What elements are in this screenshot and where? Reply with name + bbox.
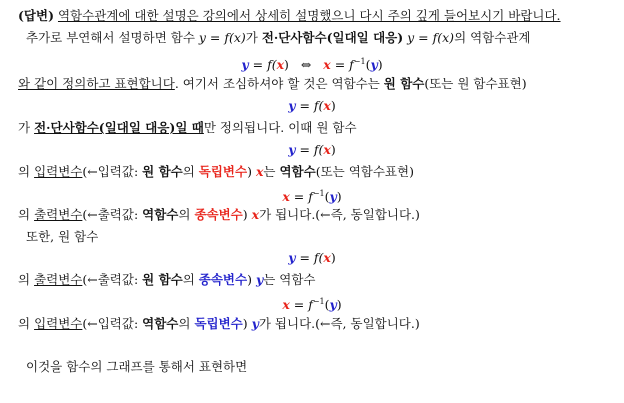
var-x: x [323,57,331,73]
var-y: y [241,57,249,73]
var-x: x [282,189,290,205]
var-y: y [329,297,337,313]
eq-text: ) [336,189,342,205]
paragraph-8 [18,271,316,289]
eq-text: = f [330,57,354,73]
red-term: 종속변수 [194,207,243,222]
var-x: x [323,98,331,113]
eq-text: = f( [248,57,277,73]
eq-text: = f( [295,98,324,113]
equation-original-function [0,249,624,267]
blue-term: 종속변수 [198,272,248,287]
var-y: y [288,98,296,113]
bold-term: 원 함수 [142,272,183,287]
text: 의 [18,272,35,287]
var-x: x [255,164,264,179]
text: (또는 역함수표현) [315,164,414,179]
paragraph-4 [18,119,357,137]
bold-term: 역함수 [279,164,316,179]
eq-text: ( [324,189,330,205]
var-x: x [323,250,331,265]
blue-term: 독립변수 [194,316,243,331]
bold-term: 원 함수 [142,164,183,179]
equation-inverse-relation [0,53,624,74]
text: 의 역함수관계 [454,30,531,45]
superscript: −1 [353,57,366,66]
eq-text: = f [289,189,313,205]
eq-text: ) [377,57,383,73]
text: 는 역함수 [263,272,316,287]
paragraph-6 [18,206,420,224]
var-y: y [288,250,296,265]
text: 의 [18,316,35,331]
answer-intro [18,7,561,25]
text: (또는 원 함수표현) [424,76,527,91]
formula: y = f(x) [198,30,246,45]
text: 만 정의됩니다. 이때 원 함수 [203,120,357,135]
var-y: y [255,272,264,287]
text: 또한, 원 함수 [26,229,99,244]
text: . 여기서 조심하셔야 할 것은 역함수는 [174,76,384,91]
iff-symbol: ⇔ [300,57,312,73]
text: 의 [178,207,195,222]
underlined-text: 입력변수 [34,164,83,179]
eq-text: = f( [295,142,324,157]
eq-text: = f( [295,250,324,265]
eq-text: ) [330,142,336,157]
superscript: −1 [312,297,325,306]
paragraph-5 [18,163,414,181]
text: (←입력값: [82,316,143,331]
text: (←입력값: [82,164,143,179]
text: 가 [18,120,35,135]
underlined-text: 출력변수 [34,207,83,222]
text: 의 [18,164,35,179]
equation-inverse-function [0,185,624,206]
eq-text: ) [284,57,289,73]
answer-text: 역함수관계에 대한 설명은 강의에서 상세히 설명했으니 다시 주의 깊게 들어보시기 바랍니다. [57,8,561,23]
var-y: y [251,316,259,331]
var-x: x [276,57,285,73]
underlined-text: 입력변수 [34,316,83,331]
paragraph-10 [26,358,247,376]
var-x: x [251,207,260,222]
text: 가 됩니다.(←즉, 동일합니다.) [258,316,420,331]
text: ) [242,316,252,331]
formula: y = f(x) [407,30,455,45]
equation-inverse-function [0,293,624,314]
var-x: x [282,297,290,313]
eq-text: ( [324,297,330,313]
text: 추가로 부연해서 설명하면 함수 [26,30,199,45]
text: 의 [18,207,35,222]
paragraph-7 [26,228,98,246]
text: 의 [182,272,199,287]
bold-term: 원 함수 [383,76,425,91]
bold-term: 역함수 [142,316,179,331]
text: 의 [182,164,199,179]
var-y: y [370,57,378,73]
text: 가 됩니다.(←즉, 동일합니다.) [259,207,420,222]
answer-label: (답변) [18,8,54,23]
var-x: x [323,142,331,157]
paragraph-3 [18,75,527,93]
text: ) [242,207,252,222]
text: 이것을 함수의 그래프를 통해서 표현하면 [26,359,248,374]
text: 가 [245,30,262,45]
text: ) [247,272,256,287]
eq-text: ) [330,98,336,113]
underlined-text: 와 같이 정의하고 표현합니다 [18,76,175,91]
bold-term: 역함수 [142,207,179,222]
equation-original-function [0,97,624,115]
text: 는 [263,164,280,179]
eq-text: = f [289,297,313,313]
eq-text: ( [365,57,371,73]
superscript: −1 [312,189,325,198]
var-y: y [329,189,337,205]
eq-text: ) [336,297,342,313]
text: 의 [178,316,195,331]
paragraph-9 [18,315,420,333]
underlined-text: 출력변수 [34,272,83,287]
bold-term: 전·단사함수(일대일 대응) [261,30,404,45]
paragraph-2 [26,29,531,47]
text: (←출력값: [82,207,143,222]
equation-original-function [0,141,624,159]
text: ) [247,164,256,179]
var-y: y [288,142,296,157]
red-term: 독립변수 [198,164,248,179]
text: (←출력값: [82,272,143,287]
underlined-bold-text: 전·단사함수(일대일 대응)일 때 [34,120,204,135]
eq-text: ) [330,250,336,265]
